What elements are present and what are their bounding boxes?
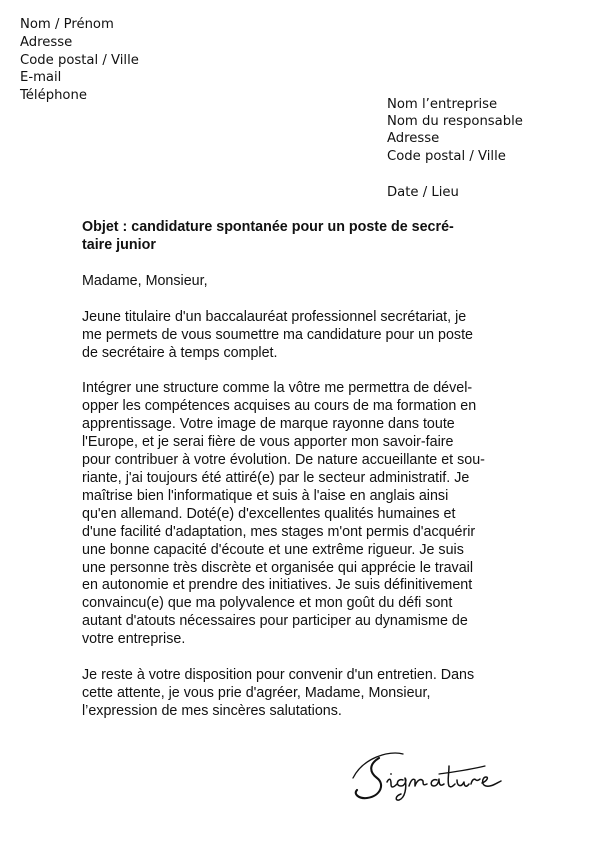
paragraph-line: en autonomie et prendre des initiatives. Je suis définitivement [82,577,473,594]
recipient-manager: Nom du responsable [387,114,523,130]
paragraph-line: l'Europe, et je serai fière de vous apporter mon savoir-faire [82,434,454,451]
paragraph-line: maîtrise bien l'informatique et suis à l'aise en anglais ainsi [82,487,449,504]
paragraph-line: opper les compétences acquises au cours de ma formation en [82,398,477,415]
paragraph-line: de secrétaire à temps complet. [82,344,278,361]
salutation-text: Madame, Monsieur, [82,272,208,289]
paragraph-line: Je reste à votre disposition pour convenir d'un entretien. Dans [82,667,475,684]
paragraph-line: l’expression de mes sincères salutations. [82,702,342,719]
sender-address: Adresse [20,34,73,50]
sender-email: E-mail [20,70,62,86]
subject-line-2: taire junior [82,236,156,253]
recipient-company: Nom l’entreprise [387,97,498,112]
paragraph-line: Intégrer une structure comme la vôtre me permettra de dével- [82,380,473,397]
paragraph-line: autant d'atouts nécessaires pour participer au dynamisme de [82,613,468,630]
paragraph-line: votre entreprise. [82,631,186,648]
paragraph-line: d'une facilité d'adaptation, mes stages m'ont permis d'acquérir [82,523,476,540]
paragraph-line: Jeune titulaire d'un baccalauréat professionnel secrétariat, je [82,308,467,325]
recipient-address: Adresse [387,131,440,147]
subject-line [82,219,522,255]
paragraph-line: convaincu(e) que ma polyvalence et mon goût du défi sont [82,595,453,612]
sender-phone: Téléphone [20,88,87,104]
paragraph-intro [82,309,522,363]
recipient-postal-city: Code postal / Ville [387,148,506,164]
paragraph-line: apprentissage. Votre image de marque rayonne dans toute [82,416,455,433]
paragraph-line: me permets de vous soumettre ma candidature pour un poste [82,326,473,343]
sender-address-block [20,16,139,105]
paragraph-closing [82,667,522,721]
paragraph-line: riante, j'ai toujours été attiré(e) par le secteur administratif. Je [82,469,470,486]
sender-name: Nom / Prénom [20,17,114,32]
subject-line-1: Objet : candidature spontanée pour un poste de secré- [82,219,454,235]
paragraph-line: une bonne capacité d'écoute et une extrême rigueur. Je suis [82,541,464,558]
paragraph-line: qu'en allemand. Doté(e) d'excellentes qualités humaines et [82,505,456,522]
paragraph-line: une personne très discrète et organisée qui apprécie le travail [82,559,474,576]
sender-postal-city: Code postal / Ville [20,52,139,68]
recipient-address-block [387,96,523,201]
paragraph-line: cette attente, je vous prie d'agréer, Madame, Monsieur, [82,684,431,701]
salutation [82,273,522,291]
paragraph-line: pour contribuer à votre évolution. De nature accueillante et sou- [82,452,485,469]
letter-body [82,219,522,721]
signature-image [345,748,505,804]
paragraph-body [82,380,522,649]
date-place: Date / Lieu [387,184,459,200]
